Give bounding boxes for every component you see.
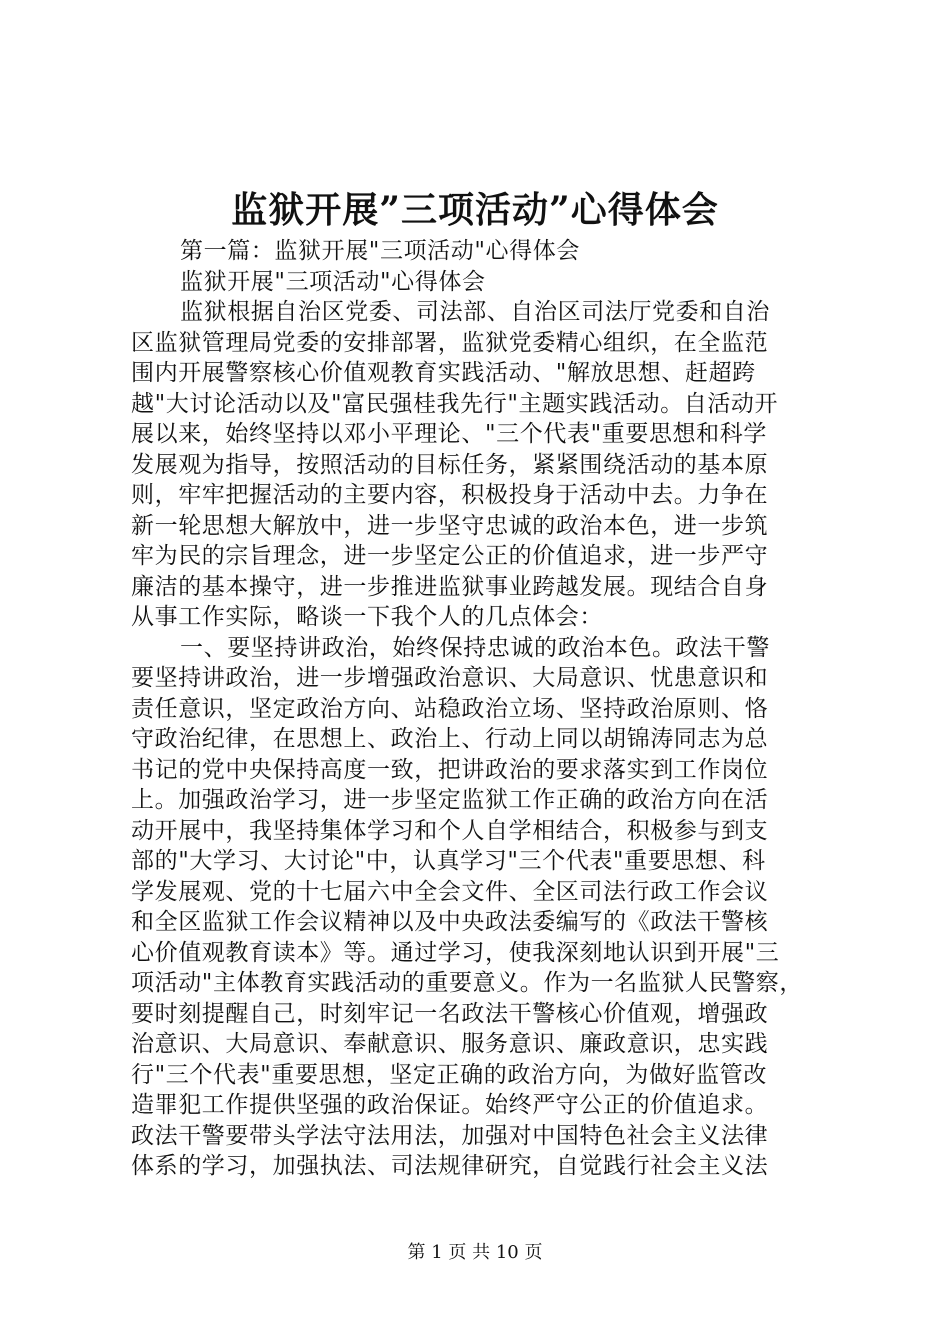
paragraph-line: 和全区监狱工作会议精神以及中央政法委编写的《政法干警核 xyxy=(131,909,769,935)
paragraph-line: 部的"大学习、大讨论"中，认真学习"三个代表"重要思想、科 xyxy=(131,848,766,874)
paragraph-line: 学发展观、党的十七届六中全会文件、全区司法行政工作会议 xyxy=(131,878,769,905)
document-body xyxy=(131,236,826,1182)
paragraph-line: 造罪犯工作提供坚强的政治保证。始终严守公正的价值追求。 xyxy=(131,1092,769,1118)
paragraph-line: 发展观为指导，按照活动的目标任务，紧紧围绕活动的基本原 xyxy=(131,451,769,478)
paragraph-line: 廉洁的基本操守，进一步推进监狱事业跨越发展。现结合自身 xyxy=(131,573,769,600)
paragraph-line: 区监狱管理局党委的安排部署，监狱党委精心组织，在全监范 xyxy=(131,329,769,356)
paragraph-line: 一、要坚持讲政治，始终保持忠诚的政治本色。政法干警 xyxy=(180,634,770,661)
page-number-footer: 第 1 页 共 10 页 xyxy=(407,1242,543,1263)
document-title: 监狱开展”三项活动”心得体会 xyxy=(231,189,719,231)
paragraph-line: 体系的学习，加强执法、司法规律研究，自觉践行社会主义法 xyxy=(131,1153,769,1179)
paragraph-line: 守政治纪律，在思想上、政治上、行动上同以胡锦涛同志为总 xyxy=(131,726,769,752)
paragraph-line: 展以来，始终坚持以邓小平理论、"三个代表"重要思想和科学 xyxy=(131,421,767,447)
paragraph-line: 行"三个代表"重要思想，坚定正确的政治方向，为做好监管改 xyxy=(131,1061,767,1088)
paragraph-line: 要坚持讲政治，进一步增强政治意识、大局意识、忧患意识和 xyxy=(131,665,769,691)
paragraph-line: 心价值观教育读本》等。通过学习，使我深刻地认识到开展"三 xyxy=(131,939,780,966)
paragraph-line: 监狱根据自治区党委、司法部、自治区司法厅党委和自治 xyxy=(180,299,770,325)
paragraph-line: 动开展中，我坚持集体学习和个人自学相结合，积极参与到支 xyxy=(131,817,769,844)
paragraph-line: 项活动"主体教育实践活动的重要意义。作为一名监狱人民警察， xyxy=(131,970,803,996)
paragraph-line: 从事工作实际，略谈一下我个人的几点体会： xyxy=(131,604,603,630)
paragraph-line: 围内开展警察核心价值观教育实践活动、"解放思想、赶超跨 xyxy=(131,360,756,386)
paragraph-line: 书记的党中央保持高度一致，把讲政治的要求落实到工作岗位 xyxy=(131,756,769,783)
article-subtitle: 监狱开展"三项活动"心得体会 xyxy=(180,268,486,295)
paragraph-line: 治意识、大局意识、奉献意识、服务意识、廉政意识，忠实践 xyxy=(131,1031,769,1057)
paragraph-line: 新一轮思想大解放中，进一步坚守忠诚的政治本色，进一步筑 xyxy=(131,512,769,539)
paragraph-line: 政法干警要带头学法守法用法，加强对中国特色社会主义法律 xyxy=(131,1122,769,1149)
paragraph-line: 越"大讨论活动以及"富民强桂我先行"主题实践活动。自活动开 xyxy=(131,390,779,417)
paragraph-line: 上。加强政治学习，进一步坚定监狱工作正确的政治方向在活 xyxy=(131,787,769,813)
section-heading: 第一篇：监狱开展"三项活动"心得体会 xyxy=(180,238,580,264)
paragraph-line: 责任意识，坚定政治方向、站稳政治立场、坚持政治原则、恪 xyxy=(131,695,769,722)
paragraph-line: 则，牢牢把握活动的主要内容，积极投身于活动中去。力争在 xyxy=(131,482,769,508)
paragraph-line: 要时刻提醒自己，时刻牢记一名政法干警核心价值观，增强政 xyxy=(131,1000,769,1027)
paragraph-line: 牢为民的宗旨理念，进一步坚定公正的价值追求，进一步严守 xyxy=(131,543,769,569)
